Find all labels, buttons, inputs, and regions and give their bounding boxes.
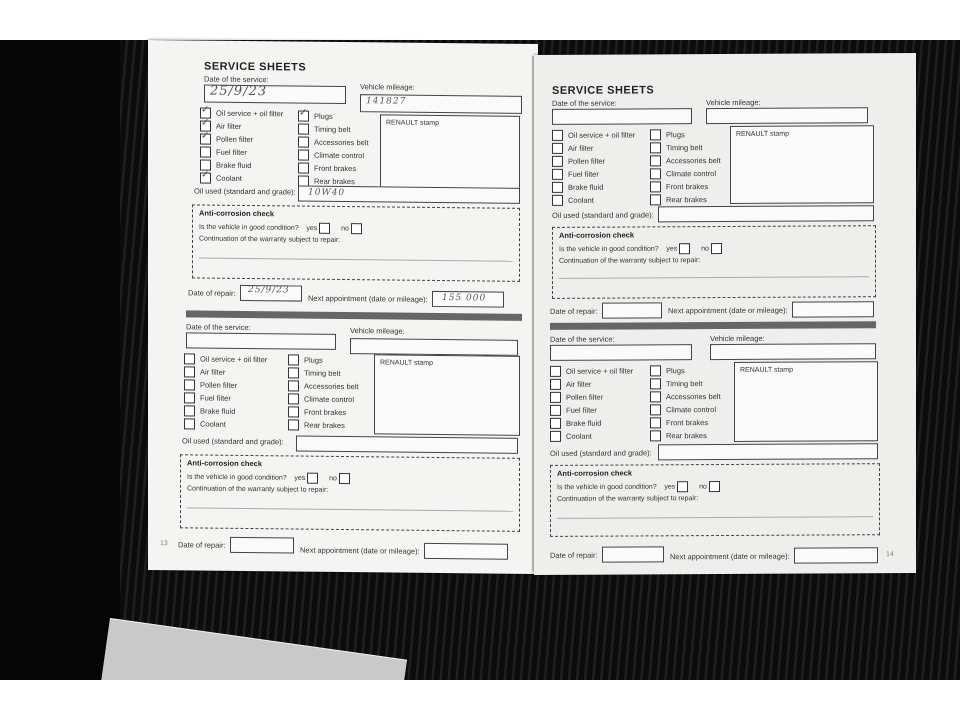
checkbox-row[interactable]: Fuel filter xyxy=(184,391,231,403)
anti-corrosion-question: Is the vehicle in good condition? yes no xyxy=(559,243,727,255)
checkbox[interactable] xyxy=(200,133,211,144)
oil-used-label: Oil used (standard and grade): xyxy=(182,436,284,447)
date-of-service-field[interactable] xyxy=(552,108,692,125)
section-divider xyxy=(550,321,876,330)
no-checkbox[interactable] xyxy=(711,243,722,254)
checkbox-row[interactable]: Climate control xyxy=(650,167,716,179)
checkbox-row[interactable]: Fuel filter xyxy=(200,146,247,158)
date-of-repair-row: Date of repair: xyxy=(178,536,294,553)
warranty-question: Continuation of the warranty subject to repair: xyxy=(199,235,341,244)
checkbox[interactable] xyxy=(552,194,563,205)
checkbox-row[interactable]: Air filter xyxy=(184,365,225,377)
next-appointment-value: 155 000 xyxy=(442,293,487,304)
checkbox[interactable] xyxy=(550,430,561,441)
checkbox[interactable] xyxy=(650,365,661,376)
checkbox-row[interactable]: Plugs xyxy=(650,128,685,140)
checkbox-row[interactable]: Plugs xyxy=(650,364,685,376)
date-of-repair-field[interactable] xyxy=(602,546,664,562)
partial-card xyxy=(96,618,407,680)
anti-corrosion-box xyxy=(550,463,880,537)
checkbox[interactable] xyxy=(200,146,211,157)
checkbox-row[interactable]: Climate control xyxy=(288,392,354,405)
vehicle-mileage-label: Vehicle mileage: xyxy=(350,326,405,336)
date-of-repair-field[interactable] xyxy=(230,537,294,554)
checkbox[interactable] xyxy=(298,175,309,186)
checkbox[interactable] xyxy=(288,419,299,430)
checkbox-row[interactable]: Plugs xyxy=(288,353,323,365)
page-number-left: 13 xyxy=(160,540,168,548)
next-appointment-field[interactable] xyxy=(792,301,874,317)
renault-stamp-box xyxy=(730,125,874,204)
no-checkbox[interactable] xyxy=(339,473,350,484)
anti-corrosion-question: Is the vehicle in good condition? yes no xyxy=(199,221,367,234)
date-of-service-label: Date of the service: xyxy=(552,98,617,108)
anti-corrosion-box xyxy=(552,225,876,299)
no-checkbox[interactable] xyxy=(709,481,720,492)
checkbox-row[interactable]: Oil service + oil filter xyxy=(552,128,635,140)
checkbox[interactable] xyxy=(550,417,561,428)
checkbox-row[interactable]: Coolant xyxy=(552,194,594,206)
checkbox-row[interactable]: Brake fluid xyxy=(184,404,235,417)
checkbox[interactable] xyxy=(184,353,195,364)
checkbox[interactable] xyxy=(552,168,563,179)
service-booklet xyxy=(148,40,918,580)
checkbox-row[interactable]: Front brakes xyxy=(650,180,708,192)
dark-fabric-edge xyxy=(0,40,120,680)
checkbox[interactable] xyxy=(184,405,195,416)
checkbox[interactable] xyxy=(550,404,561,415)
checkbox-row[interactable]: Front brakes xyxy=(288,405,346,418)
renault-stamp-label: RENAULT stamp xyxy=(736,130,790,138)
vehicle-mileage-label: Vehicle mileage: xyxy=(710,333,765,344)
page-number-right: 14 xyxy=(886,551,894,559)
date-of-repair-row: Date of repair: xyxy=(550,302,662,319)
checkbox-row[interactable]: Rear brakes xyxy=(650,429,707,441)
checkbox-row[interactable]: Timing belt xyxy=(650,141,702,153)
anti-corrosion-title: Anti-corrosion check xyxy=(187,458,263,469)
checkbox-row[interactable]: Pollen filter xyxy=(552,155,605,167)
checkbox-row[interactable]: Accessories belt xyxy=(650,390,721,402)
vehicle-mileage-field[interactable] xyxy=(710,343,876,360)
date-of-service-label: Date of the service: xyxy=(204,74,269,85)
checkbox[interactable] xyxy=(552,155,563,166)
checkbox[interactable] xyxy=(288,380,299,391)
checkbox[interactable] xyxy=(184,418,195,429)
checkbox-row[interactable]: ✓ Air filter xyxy=(200,120,241,132)
yes-checkbox[interactable] xyxy=(679,243,690,254)
anti-corrosion-box xyxy=(192,204,520,281)
vehicle-mileage-field[interactable] xyxy=(350,338,518,356)
checkbox[interactable] xyxy=(650,378,661,389)
warranty-question: Continuation of the warranty subject to repair: xyxy=(559,257,701,265)
checkbox-row[interactable]: Front brakes xyxy=(650,416,708,428)
left-page xyxy=(148,40,538,574)
checkbox[interactable] xyxy=(552,142,563,153)
checkbox[interactable] xyxy=(550,378,561,389)
renault-stamp-label: RENAULT stamp xyxy=(386,119,440,128)
checkbox-row[interactable]: Brake fluid xyxy=(550,417,601,429)
checkbox[interactable] xyxy=(184,392,195,403)
vehicle-mileage-label: Vehicle mileage: xyxy=(360,82,415,92)
renault-stamp-label: RENAULT stamp xyxy=(380,359,434,367)
checkbox[interactable] xyxy=(184,366,195,377)
next-appointment-field[interactable] xyxy=(794,547,878,563)
yes-checkbox[interactable] xyxy=(307,473,318,484)
checkbox[interactable] xyxy=(650,391,661,402)
checkbox[interactable] xyxy=(298,123,309,134)
checkbox-row[interactable]: Fuel filter xyxy=(550,404,597,416)
checkbox-row[interactable]: Rear brakes xyxy=(650,193,707,205)
yes-checkbox[interactable] xyxy=(319,223,330,234)
anti-corrosion-question: Is the vehicle in good condition? yes no xyxy=(187,471,355,484)
checkbox-row[interactable]: Fuel filter xyxy=(552,168,599,180)
checkbox-row[interactable]: ✓ Coolant xyxy=(200,172,242,184)
checkbox[interactable] xyxy=(650,168,661,179)
oil-used-field[interactable] xyxy=(658,443,878,460)
date-of-service-field[interactable] xyxy=(550,344,692,361)
renault-stamp-box xyxy=(374,354,520,436)
checkbox-row[interactable]: Timing belt xyxy=(288,366,340,379)
date-of-service-field[interactable] xyxy=(186,332,336,350)
section-divider xyxy=(186,310,522,321)
write-line[interactable] xyxy=(187,507,513,511)
checkbox[interactable] xyxy=(288,367,299,378)
date-of-service-value: 25/9/23 xyxy=(210,83,268,100)
checkbox-row[interactable]: Pollen filter xyxy=(184,378,237,391)
checkbox[interactable] xyxy=(552,129,563,140)
oil-used-label: Oil used (standard and grade): xyxy=(194,186,296,197)
renault-stamp-label: RENAULT stamp xyxy=(740,366,794,374)
page-title: SERVICE SHEETS xyxy=(204,60,307,74)
next-appointment-row: Next appointment (date or mileage): xyxy=(670,547,878,564)
checkbox[interactable] xyxy=(650,142,661,153)
anti-corrosion-title: Anti-corrosion check xyxy=(557,468,633,478)
checkbox-row[interactable]: Oil service + oil filter xyxy=(550,364,633,376)
checkbox[interactable] xyxy=(650,194,661,205)
anti-corrosion-question: Is the vehicle in good condition? yes no xyxy=(557,481,725,493)
write-line[interactable] xyxy=(559,276,869,279)
warranty-question: Continuation of the warranty subject to repair: xyxy=(557,495,699,503)
checkbox[interactable] xyxy=(550,365,561,376)
right-page xyxy=(534,53,916,575)
checkbox-row[interactable]: Timing belt xyxy=(298,123,350,136)
date-of-repair-field[interactable] xyxy=(602,302,662,318)
vehicle-mileage-field[interactable] xyxy=(706,107,868,124)
checkbox[interactable] xyxy=(650,129,661,140)
write-line[interactable] xyxy=(557,516,873,519)
checkbox[interactable] xyxy=(550,391,561,402)
checkbox[interactable] xyxy=(200,172,211,183)
write-line[interactable] xyxy=(199,257,513,261)
warranty-question: Continuation of the warranty subject to repair: xyxy=(187,485,329,494)
checkbox-row[interactable]: ✓ Pollen filter xyxy=(200,133,253,146)
anti-corrosion-title: Anti-corrosion check xyxy=(559,230,635,240)
checkbox-row[interactable]: Climate control xyxy=(650,403,716,415)
vehicle-mileage-value: 141827 xyxy=(366,96,407,107)
checkbox[interactable] xyxy=(650,181,661,192)
checkbox[interactable] xyxy=(288,354,299,365)
checkbox[interactable] xyxy=(184,379,195,390)
checkbox-row[interactable]: ✓ Plugs xyxy=(298,110,333,122)
checkbox[interactable] xyxy=(288,393,299,404)
checkbox-row[interactable]: Front brakes xyxy=(298,162,356,175)
anti-corrosion-title: Anti-corrosion check xyxy=(199,208,275,219)
anti-corrosion-box xyxy=(180,454,520,532)
checkbox-row[interactable]: Rear brakes xyxy=(288,418,345,431)
checkbox-row[interactable]: Brake fluid xyxy=(200,159,251,172)
checkbox-row[interactable]: Brake fluid xyxy=(552,181,603,193)
vehicle-mileage-label: Vehicle mileage: xyxy=(706,97,761,108)
checkbox[interactable] xyxy=(650,404,661,415)
oil-used-value: 10W40 xyxy=(308,187,346,199)
next-appointment-row: Next appointment (date or mileage): xyxy=(300,542,508,560)
checkbox-row[interactable]: Accessories belt xyxy=(298,136,369,149)
checkbox-row[interactable]: Climate control xyxy=(298,149,364,162)
checkbox-row[interactable]: Rear brakes xyxy=(298,175,355,188)
oil-used-field[interactable] xyxy=(296,436,518,454)
checkbox-row[interactable]: Timing belt xyxy=(650,377,702,389)
next-appointment-field[interactable] xyxy=(424,543,508,560)
checkbox[interactable] xyxy=(298,136,309,147)
date-of-service-label: Date of the service: xyxy=(186,322,251,333)
date-of-repair-row: Date of repair: xyxy=(550,546,664,563)
date-of-service-label: Date of the service: xyxy=(550,334,615,344)
checkbox-row[interactable]: Coolant xyxy=(550,430,592,442)
date-of-repair-row: Date of repair: xyxy=(188,284,302,301)
oil-used-field[interactable] xyxy=(658,205,874,222)
yes-checkbox[interactable] xyxy=(677,481,688,492)
next-appointment-row: Next appointment (date or mileage): xyxy=(668,301,874,318)
checkbox[interactable] xyxy=(288,406,299,417)
renault-stamp-box xyxy=(734,361,878,442)
checkbox-row[interactable]: Coolant xyxy=(184,417,226,429)
checkbox-row[interactable]: Air filter xyxy=(550,378,591,390)
checkbox[interactable] xyxy=(650,155,661,166)
date-of-repair-value: 25/9/23 xyxy=(248,285,290,296)
checkbox-row[interactable]: Oil service + oil filter xyxy=(184,352,267,365)
checkbox[interactable] xyxy=(650,417,661,428)
checkbox-row[interactable]: Accessories belt xyxy=(650,154,721,166)
checkbox[interactable] xyxy=(298,149,309,160)
checkbox[interactable] xyxy=(552,181,563,192)
renault-stamp-box xyxy=(380,114,520,193)
checkbox-row[interactable]: ✓ Oil service + oil filter xyxy=(200,107,283,120)
no-checkbox[interactable] xyxy=(351,223,362,234)
checkbox-row[interactable]: Accessories belt xyxy=(288,379,359,392)
checkbox[interactable] xyxy=(298,162,309,173)
oil-used-label: Oil used (standard and grade): xyxy=(550,448,652,458)
next-appointment-row: Next appointment (date or mileage): xyxy=(308,290,504,308)
checkbox-row[interactable]: Air filter xyxy=(552,142,593,154)
checkbox[interactable] xyxy=(650,430,661,441)
checkbox[interactable] xyxy=(298,110,309,121)
page-title: SERVICE SHEETS xyxy=(552,84,655,97)
checkbox-row[interactable]: Pollen filter xyxy=(550,391,603,403)
oil-used-label: Oil used (standard and grade): xyxy=(552,210,654,220)
